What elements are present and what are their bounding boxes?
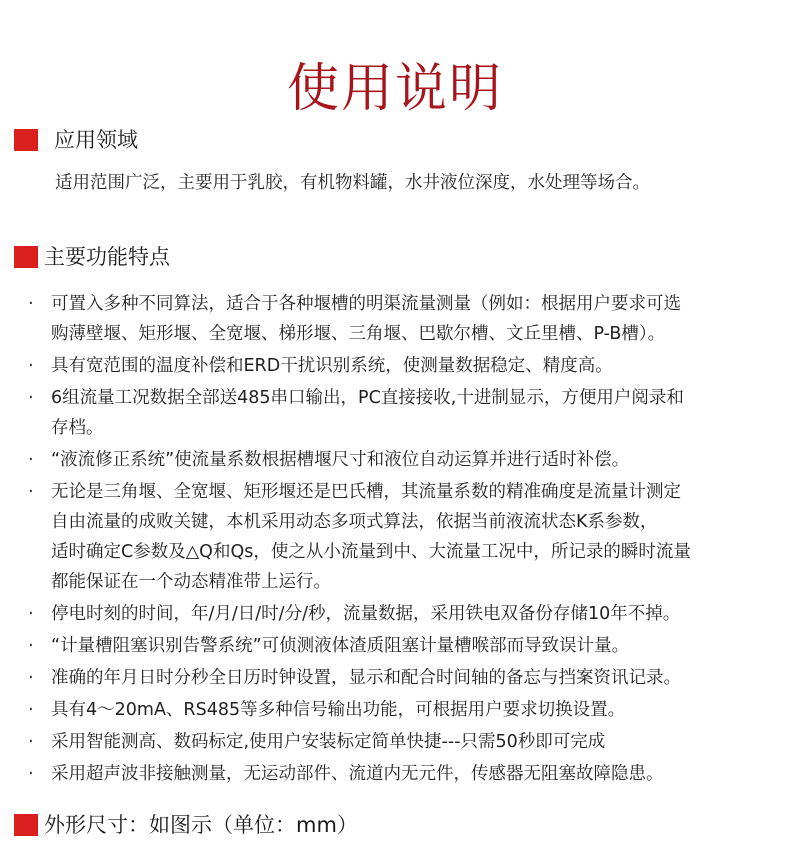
bullet-icon: · [28,387,34,408]
section-heading-features [14,244,170,270]
bullet-icon: · [28,481,34,502]
feature-item [0,599,790,629]
feature-item [0,695,790,725]
section-heading-text: 应用领域 [54,128,138,152]
application-description: 适用范围广泛，主要用于乳胶，有机物料罐，水井液位深度，水处理等场合。 [55,173,650,193]
bullet-icon: · [28,763,34,784]
feature-text-line: 停电时刻的时间，年/月/日/时/分/秒，流量数据，采用铁电双备份存储10年不掉。 [51,604,681,624]
bullet-icon: · [28,603,34,624]
section-heading-text: 主要功能特点 [44,245,170,269]
page-title: 使用说明 [286,58,503,119]
feature-text-line: 具有宽范围的温度补偿和ERD干扰识别系统，使测量数据稳定、精度高。 [51,356,613,376]
feature-text-line: 购薄壁堰、矩形堰、全宽堰、梯形堰、三角堰、巴歇尔槽、文丘里槽、P-B槽）。 [51,324,666,344]
section-heading-text: 外形尺寸：如图示（单位：mm） [44,813,358,837]
section-marker [14,814,38,836]
feature-item [0,727,790,757]
bullet-icon: · [28,293,34,314]
feature-text-line: “液流修正系统”使流量系数根据槽堰尺寸和液位自动运算并进行适时补偿。 [51,450,630,470]
feature-text-line: 适时确定C参数及△Q和Qs，使之从小流量到中、大流量工况中，所记录的瞬时流量 [51,542,691,562]
feature-text-line: 具有4～20mA、RS485等多种信号输出功能，可根据用户要求切换设置。 [51,700,626,720]
feature-item [0,289,790,349]
section-heading-dimensions [14,812,358,838]
feature-text-line: 可置入多种不同算法，适合于各种堰槽的明渠流量测量（例如：根据用户要求可选 [51,294,681,314]
bullet-icon: · [28,667,34,688]
feature-text-line: 无论是三角堰、全宽堰、矩形堰还是巴氏槽，其流量系数的精准确度是流量计测定 [51,482,681,502]
feature-text-line: “计量槽阻塞识别告警系统”可侦测液体渣质阻塞计量槽喉部而导致误计量。 [51,636,630,656]
section-marker [14,129,38,151]
feature-item [0,663,790,693]
section-marker [14,246,38,268]
feature-item [0,477,790,597]
feature-text-line: 6组流量工况数据全部送485串口输出，PC直接接收,十进制显示，方便用户阅录和 [51,388,684,408]
feature-text-line: 存档。 [51,418,104,438]
feature-text-line: 都能保证在一个动态精准带上运行。 [51,572,331,592]
feature-item [0,445,790,475]
section-heading-application [14,127,138,153]
feature-text-line: 采用智能测高、数码标定,使用户安装标定简单快捷---只需50秒即可完成 [51,732,606,752]
feature-text-line: 准确的年月日时分秒全日历时钟设置，显示和配合时间轴的备忘与挡案资讯记录。 [51,668,681,688]
feature-list [0,289,790,791]
feature-item [0,759,790,789]
feature-item [0,351,790,381]
bullet-icon: · [28,699,34,720]
feature-item [0,383,790,443]
bullet-icon: · [28,635,34,656]
feature-item [0,631,790,661]
bullet-icon: · [28,355,34,376]
feature-text-line: 自由流量的成败关键，本机采用动态多项式算法，依据当前液流状态K系参数， [51,512,658,532]
bullet-icon: · [28,731,34,752]
feature-text-line: 采用超声波非接触测量，无运动部件、流道内无元件，传感器无阻塞故障隐患。 [51,764,664,784]
bullet-icon: · [28,449,34,470]
